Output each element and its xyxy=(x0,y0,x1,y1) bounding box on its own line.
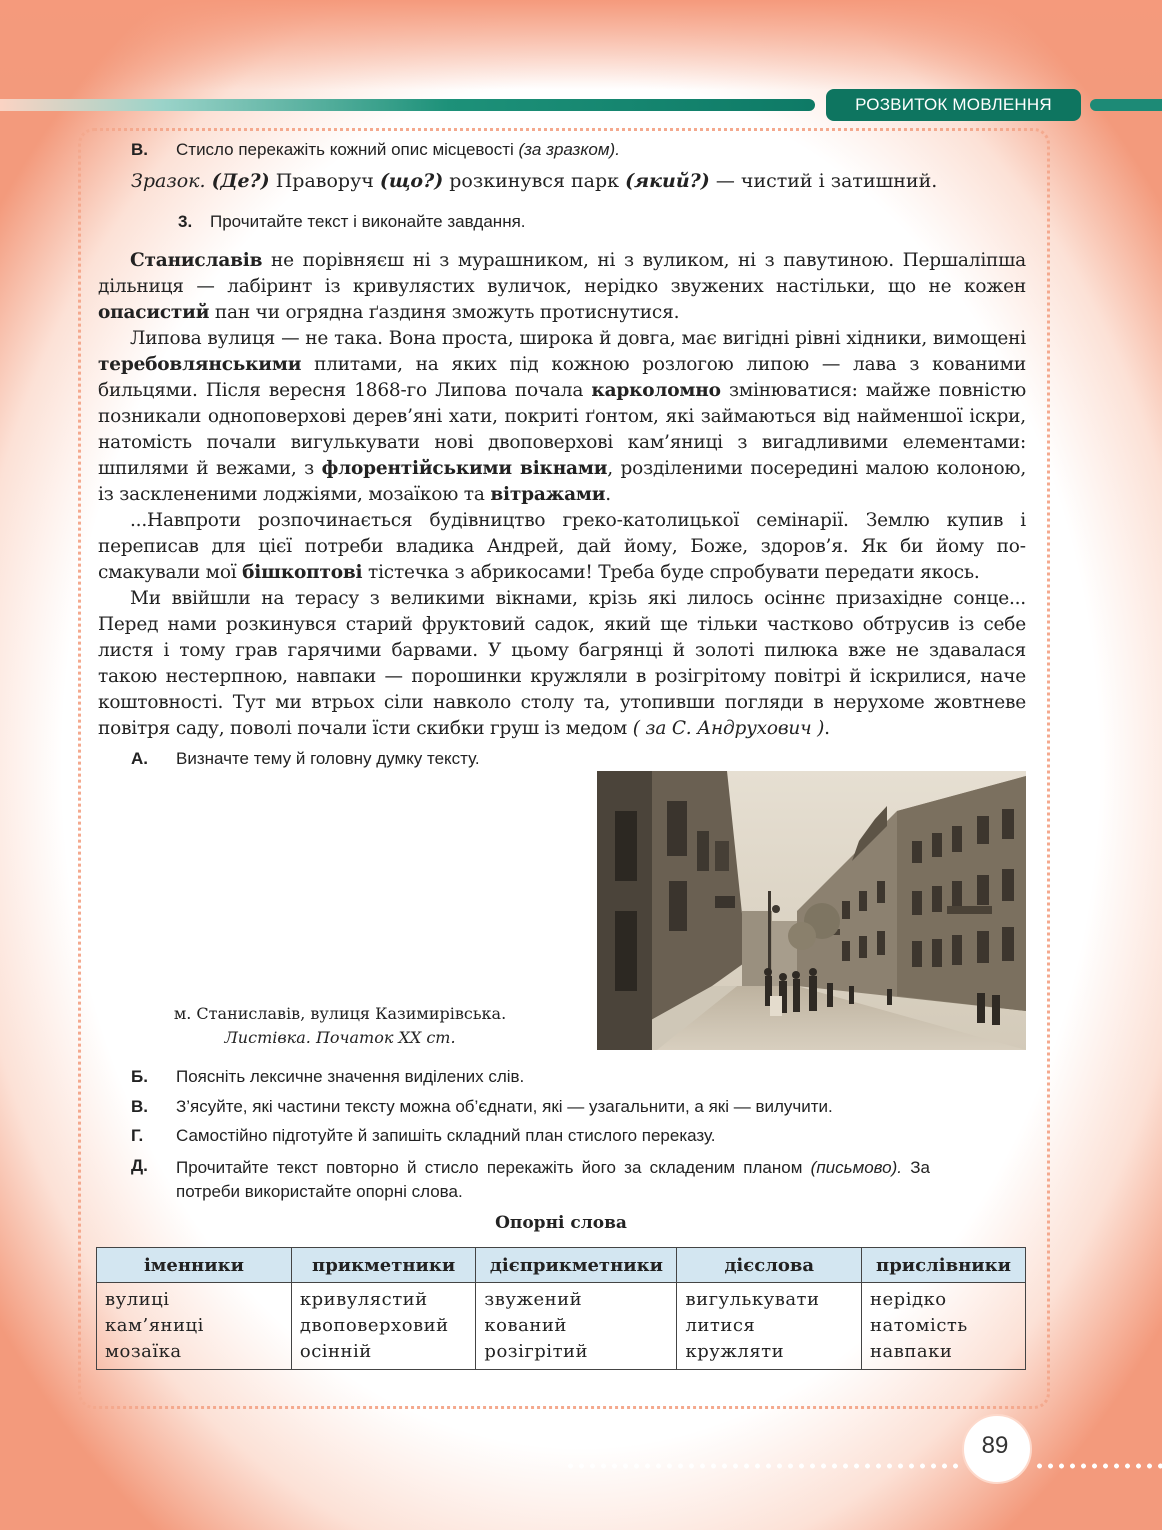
cell-word: вулиці xyxy=(105,1289,170,1310)
text-paragraph-3: ...Навпроти розпочинається будівництво греко-католицької семінарії. Землю купив і переписав для цієї потреби владика Андрей, дай йому, Боже, здоров’я. Як би йому посмакували мої бішкоптові тістечка з абрикосами! Треба буде спробувати передати якось. xyxy=(98,510,1026,583)
cell-word: вигулькувати xyxy=(685,1289,820,1310)
task-text: Поясніть лексичне значення виділених слів. xyxy=(176,1067,525,1086)
table-row xyxy=(97,1283,1026,1370)
cell-word: розігрітий xyxy=(484,1341,589,1362)
task-letter: В. xyxy=(131,140,148,159)
cell-word: литися xyxy=(685,1315,756,1336)
example-line: Зразок. (Де?) Праворуч (що?) розкинувся парк (який?) — чистий і затишний. xyxy=(131,170,938,192)
task-letter: Д. xyxy=(131,1156,148,1175)
caption-line-1: м. Станиславів, вулиця Казимирівська. xyxy=(173,1004,507,1023)
cell-word: натомість xyxy=(870,1315,968,1336)
task-text: Стисло перекажіть кожний опис місцевості (за зразком). xyxy=(176,140,620,159)
cell-word: осінній xyxy=(299,1341,372,1362)
table-cell xyxy=(291,1283,476,1370)
footer-dots-right xyxy=(1034,1462,1162,1470)
support-words-table xyxy=(96,1247,1026,1370)
exercise-number: 3. xyxy=(178,212,193,231)
task-letter: В. xyxy=(131,1097,148,1116)
table-cell xyxy=(97,1283,292,1370)
column-header: прикметники xyxy=(291,1248,476,1283)
table-header-row xyxy=(97,1248,1026,1283)
column-header: прислівники xyxy=(862,1248,1026,1283)
caption-line-2: Листівка. Початок ХХ ст. xyxy=(224,1028,456,1047)
page-number: 89 xyxy=(981,1432,1009,1459)
header-bar xyxy=(0,99,815,111)
cell-word: навпаки xyxy=(870,1341,953,1362)
cell-word: звужений xyxy=(484,1289,583,1310)
table-cell xyxy=(677,1283,862,1370)
top-glow xyxy=(0,0,1162,90)
cell-word: кривулястий xyxy=(299,1289,428,1310)
cell-word: нерідко xyxy=(870,1289,947,1310)
cell-word: мозаїка xyxy=(105,1341,182,1362)
task-text: Самостійно підготуйте й запишіть складний план стислого переказу. xyxy=(176,1126,716,1145)
section-title-badge: РОЗВИТОК МОВЛЕННЯ xyxy=(826,89,1081,121)
task-text: З’ясуйте, які частини тексту можна об’єднати, які — узагальнити, а які — вилучити. xyxy=(176,1097,833,1116)
task-letter: Г. xyxy=(131,1126,144,1145)
task-text: Прочитайте текст повторно й стисло перекажіть його за складеним планом (письмово). За потреби використайте опорні слова. xyxy=(176,1158,930,1201)
cell-word: кований xyxy=(484,1315,567,1336)
text-paragraph-1: Станиславів не порівняєш ні з мурашником, ні з вуликом, ні з павутиною. Першаліпша дільниця — лабіринт із кривулястих вуличок, нерідко звужених настільки, що не кожен опасистий пан чи огрядна ґаздиня зможуть протиснутися. xyxy=(98,250,1026,323)
column-header: іменники xyxy=(97,1248,292,1283)
support-words-title: Опорні слова xyxy=(495,1213,627,1233)
table-cell xyxy=(862,1283,1026,1370)
text-paragraph-4: Ми ввійшли на терасу з великими вікнами, крізь які лилось осіннє призахідне сонце... Перед нами розкинувся старий фруктовий садок, який ще тільки частково обтрусив із себе листя і тому грав гарячими барвами. У цьому багрянці й золоті пилюка вже не здавалася такою нестерпною, навпаки — порошинки кружляли в розігрітому повітрі й іскрилися, наче коштовності. Тут ми втрьох сіли навколо столу та, утопивши погляди в нерухоме жовтневе повітря саду, поволі почали їсти скибки груш із медом ( за С. Андрухович ). xyxy=(98,588,1026,739)
text-paragraph-2: Липова вулиця — не така. Вона проста, широка й довга, має вигідні рівні хідники, вимощені теребовлянськими плитами, на яких під кожною розлогою липою — лава з кованими бильцями. Після вересня 1868-го Липова почала карколомно змінюватися: майже повністю позникали одноповерхові дерев’яні хати, покриті ґонтом, які займаються від найменшої іскри, натомість почали вигулькувати нові двоповерхові кам’яниці з вигадливими елементами: шпилями й вежами, з флорентійськими вікнами, розділеними посередині малою колоною, із засклененими лоджіями, мозаїкою та вітражами. xyxy=(98,328,1027,505)
exercise-instruction: Прочитайте текст і виконайте завдання. xyxy=(210,212,526,231)
column-header: дієприкметники xyxy=(476,1248,677,1283)
table-cell xyxy=(476,1283,677,1370)
column-header: дієслова xyxy=(677,1248,862,1283)
photo-caption xyxy=(140,1002,540,1050)
task-text: Визначте тему й головну думку тексту. xyxy=(176,749,480,768)
street-postcard-photo xyxy=(597,771,1026,1050)
task-letter: А. xyxy=(131,749,148,768)
header-bar-right xyxy=(1090,99,1162,111)
cell-word: двоповерховий xyxy=(299,1315,449,1336)
cell-word: кружляти xyxy=(685,1341,785,1362)
cell-word: кам’яниці xyxy=(105,1315,204,1336)
task-letter: Б. xyxy=(131,1067,148,1086)
footer-dots xyxy=(565,1462,960,1470)
